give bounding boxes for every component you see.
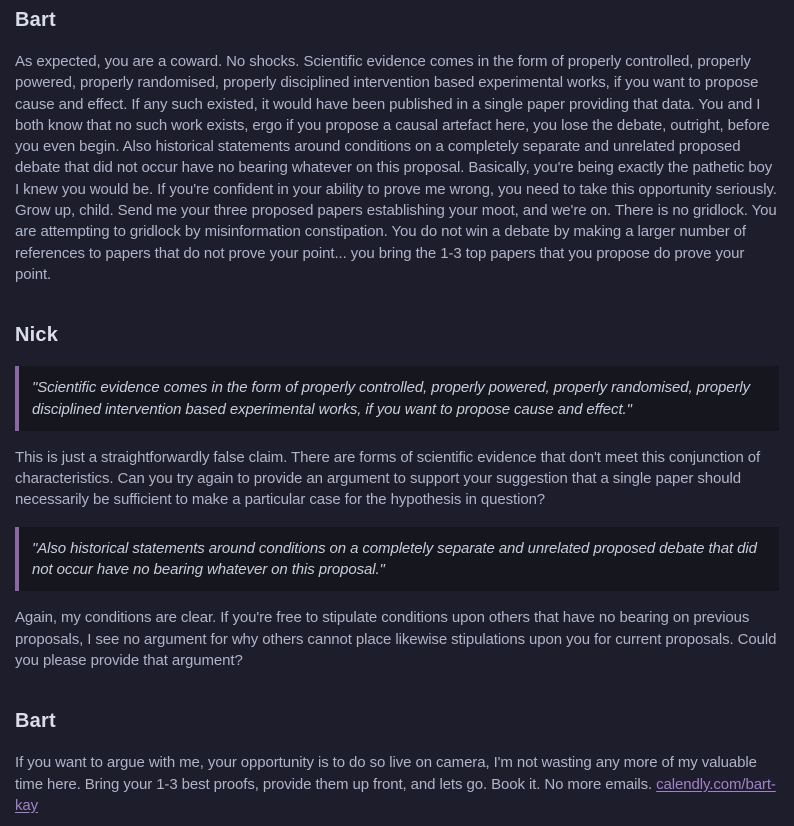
message-paragraph: This is just a straightforwardly false claim. There are forms of scientific evidence that don't meet this conjunction of characteristics. Can you try again to provide an argument to support your suggestion that a single paper should necessarily be sufficient to make a particular case for the hypothesis in question? xyxy=(15,448,761,509)
message-text: If you want to argue with me, your opportunity is to do so live on camera, I'm not wasting any more of my valuable time here. Bring your 1-3 best proofs, provide them up front, and lets go. Book it. No more emails. xyxy=(15,754,757,793)
message-bart-1 xyxy=(15,8,779,285)
message-paragraph: Again, my conditions are clear. If you're free to stipulate conditions upon others that have no bearing on previous proposals, I see no argument for why others cannot place likewise stipulations upon you for current proposals. Could you please provide that argument? xyxy=(15,609,777,669)
speaker-heading: Bart xyxy=(15,9,56,31)
message-paragraph: As expected, you are a coward. No shocks. Scientific evidence comes in the form of properly controlled, properly powered, properly randomised, properly disciplined intervention based experimental works, if you want to propose cause and effect. If any such existed, it would have been published in a single paper providing that data. You and I both know that no such work exists, ergo if you propose a causal artefact here, you lose the debate, outright, before you even begin. Also historical statements around conditions on a completely separate and unrelated proposed debate that did not occur have no bearing whatever on this proposal. Basically, you're being exactly the pathetic boy I knew you would be. If you're confident in your ability to prove me wrong, you need to take this opportunity seriously. Grow up, child. Send me your three proposed papers establishing your moot, and we're on. There is no gridlock. You are attempting to gridlock by misinformation constipation. You do not win a debate by making a larger number of references to papers that do not prove your point... you bring the 1-3 top papers that you propose do prove your point. xyxy=(15,53,777,283)
quoted-claim-scientific-evidence: "Scientific evidence comes in the form of properly controlled, properly powered, properly randomised, properly disciplined intervention based experimental works, if you want to propose cause and effect." xyxy=(15,366,779,431)
speaker-heading: Bart xyxy=(15,710,56,733)
calendly-link[interactable]: calendly.com/bart-kay xyxy=(15,775,776,814)
message-paragraph-with-link xyxy=(15,752,779,816)
message-bart-2 xyxy=(15,709,779,816)
message-nick-1 xyxy=(15,323,779,671)
quoted-claim-historical-statements: "Also historical statements around conditions on a completely separate and unrelated proposed debate that did not occur have no bearing whatever on this proposal." xyxy=(15,527,779,592)
speaker-heading: Nick xyxy=(15,324,59,347)
